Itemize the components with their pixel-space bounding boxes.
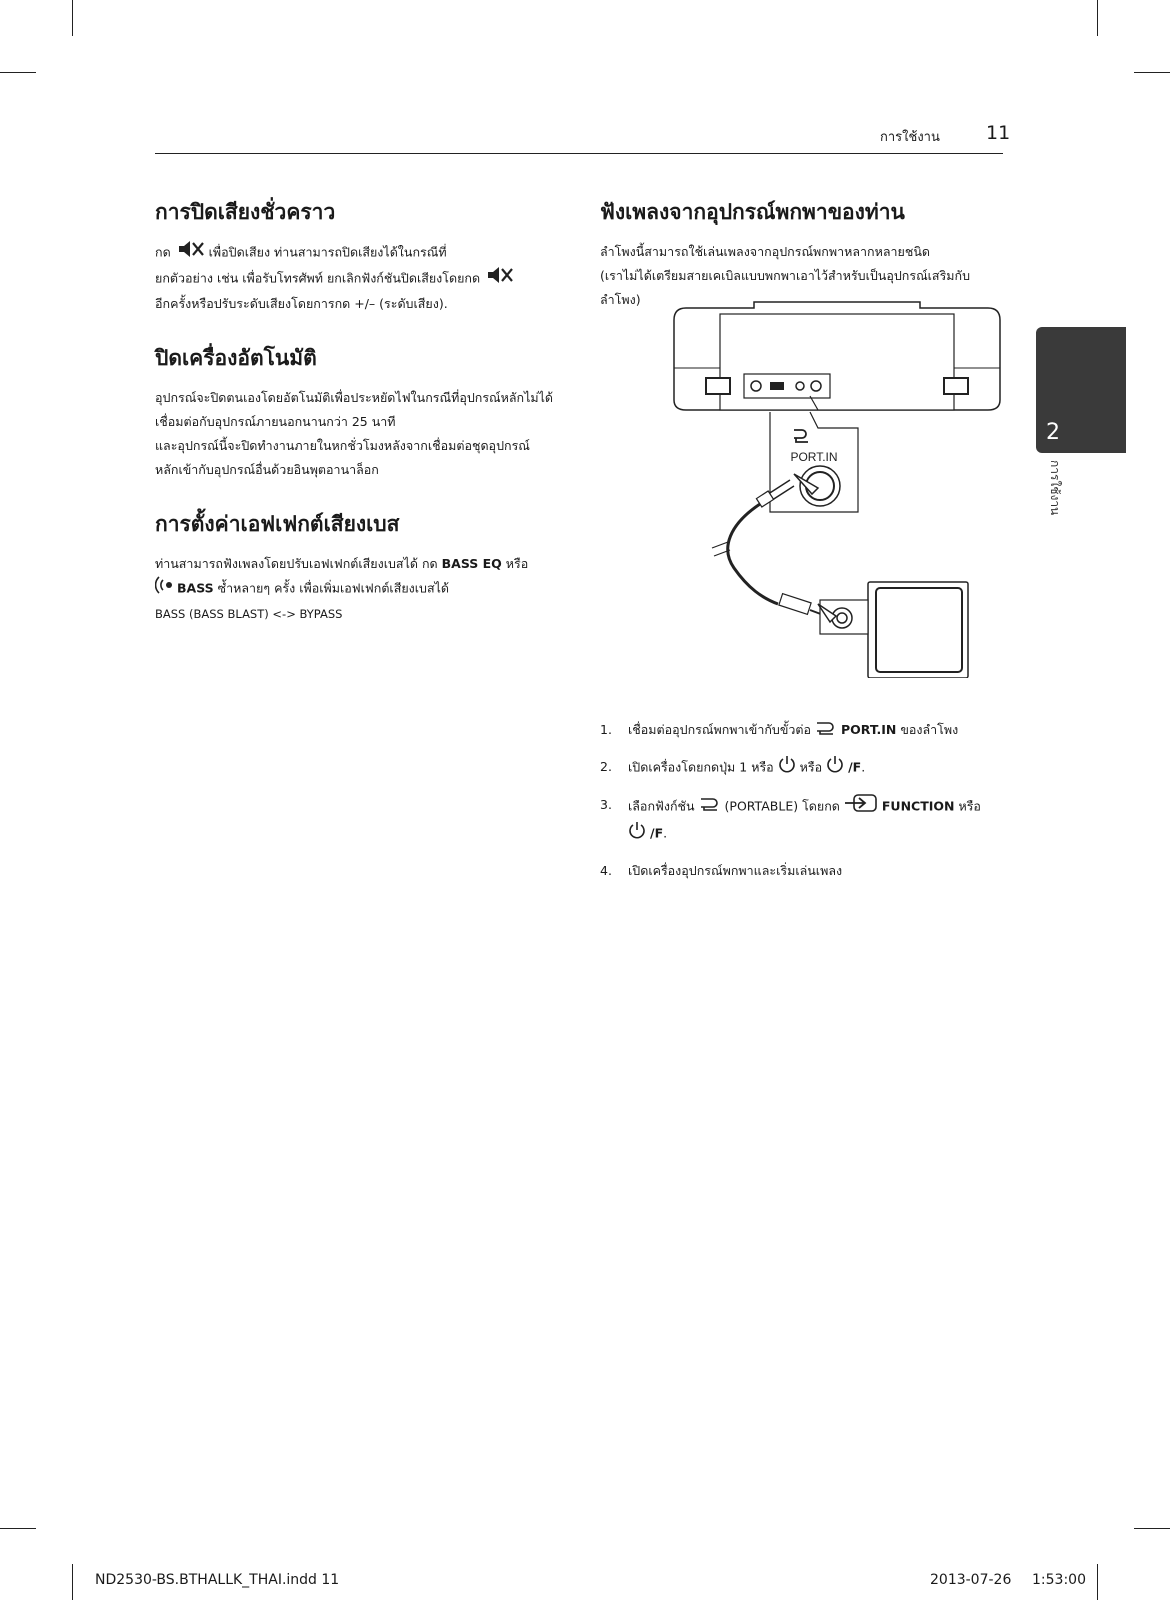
connection-diagram: [670, 298, 1010, 682]
crop-mark: [0, 1528, 36, 1529]
f-key: F: [654, 825, 664, 840]
mute-line2: ยกตัวอย่าง เช่น เพื่อรับโทรศัพท์ ยกเลิกฟังก์ชันปิดเสียงโดยกด: [155, 270, 481, 286]
step-4: 4. เปิดเครื่องอุปกรณ์พกพาและเริ่มเล่นเพลง: [600, 862, 843, 878]
chapter-tab: [1036, 327, 1126, 453]
step-3: 3. เลือกฟังก์ชัน (PORTABLE) โดยกด FUNCTION หรือ /F.: [600, 793, 1020, 847]
mute-line1-b: เพื่อปิดเสียง ท่านสามารถปิดเสียงได้ในกรณีที่: [208, 244, 447, 260]
footer-date: 2013-07-26: [930, 1572, 1012, 1588]
bass-mode-cycle: BASS (BASS BLAST) <-> BYPASS: [155, 607, 343, 621]
portable-title: ฟังเพลงจากอุปกรณ์พกพาของท่าน: [600, 200, 905, 224]
footer-file: ND2530-BS.BTHALLK_THAI.indd 11: [95, 1572, 340, 1588]
crop-mark: [1134, 72, 1170, 73]
bass-section: [155, 510, 555, 626]
mute-line1-a: กด: [155, 244, 171, 260]
function-icon: [844, 793, 878, 821]
auto-off-title: ปิดเครื่องอัตโนมัติ: [155, 346, 317, 370]
port-callout: [770, 412, 858, 512]
portable-icon: [815, 719, 837, 743]
chapter-label: การใช้งาน: [1048, 460, 1062, 516]
bass-icon: [155, 576, 177, 602]
footer-time: 1:53:00: [1032, 1572, 1086, 1588]
crop-mark: [1134, 1528, 1170, 1529]
power-icon: [778, 755, 796, 781]
bass-eq-key: BASS EQ: [441, 556, 502, 571]
bass-title: การตั้งค่าเอฟเฟกต์เสียงเบส: [155, 512, 400, 536]
crop-mark: [0, 72, 36, 73]
steps-list: [600, 718, 1020, 895]
portable-icon: [699, 795, 721, 819]
function-key: FUNCTION: [881, 798, 955, 813]
bass-line2-b: ซ้ำหลายๆ ครั้ง เพื่อเพิ่มเอฟเฟกต์เสียงเบสได้: [217, 580, 450, 596]
mute-title: การปิดเสียงชั่วคราว: [155, 200, 336, 224]
page-number: 11: [986, 122, 1011, 144]
portable-line1: ลำโพงนี้สามารถใช้เล่นเพลงจากอุปกรณ์พกพาหลากหลายชนิด: [600, 244, 930, 259]
mute-icon: [484, 266, 514, 292]
bass-line1-b: หรือ: [505, 556, 529, 571]
auto-off-line2: เชื่อมต่อกับอุปกรณ์ภายนอกนานกว่า 25 นาที: [155, 414, 396, 429]
mute-section: [155, 198, 555, 316]
f-key: F: [852, 759, 862, 774]
bass-line1-a: ท่านสามารถฟังเพลงโดยปรับเอฟเฟกต์เสียงเบสได้ กด: [155, 556, 438, 571]
step-2: 2. เปิดเครื่องโดยกดปุ่ม 1 หรือ หรือ /F.: [600, 755, 1020, 781]
crop-mark: [1097, 0, 1098, 36]
auto-off-line4: หลักเข้ากับอุปกรณ์อื่นด้วยอินพุตอานาล็อก: [155, 462, 379, 477]
auto-off-section: [155, 344, 555, 482]
portable-line2: (เราไม่ได้เตรียมสายเคเบิลแบบพกพาเอาไว้สำหรับเป็นอุปกรณ์เสริมกับลำโพง): [600, 268, 971, 307]
port-in-key: PORT.IN: [841, 722, 897, 737]
portable-device: [818, 582, 968, 678]
right-column: [600, 198, 1010, 312]
auto-off-line1: อุปกรณ์จะปิดตนเองโดยอัตโนมัติเพื่อประหยัดไฟในกรณีที่อุปกรณ์หลักไม่ได้: [155, 390, 554, 405]
running-head: การใช้งาน: [880, 130, 940, 145]
bass-text: [155, 552, 555, 626]
bass-key: BASS: [177, 580, 214, 596]
port-in-label: PORT.IN: [790, 450, 838, 464]
auto-off-text: [155, 386, 555, 482]
mute-text: [155, 240, 555, 316]
chapter-number: 2: [1046, 420, 1060, 445]
crop-mark: [72, 0, 73, 36]
left-column: [155, 198, 555, 654]
header-rule: [155, 153, 1003, 154]
speaker-illustration: [674, 302, 1000, 410]
mute-line3: อีกครั้งหรือปรับระดับเสียงโดยการกด +/– (ระดับเสียง).: [155, 296, 448, 311]
auto-off-line3: และอุปกรณ์นี้จะปิดทำงานภายในหกชั่วโมงหลังจากเชื่อมต่อชุดอุปกรณ์: [155, 438, 530, 453]
power-icon: [628, 821, 646, 847]
crop-mark: [1097, 1564, 1098, 1600]
mute-icon: [175, 240, 205, 266]
crop-mark: [72, 1564, 73, 1600]
power-icon: [826, 755, 844, 781]
step-1: 1. เชื่อมต่ออุปกรณ์พกพาเข้ากับขั้วต่อ PORT.IN ของลำโพง: [600, 718, 1020, 743]
